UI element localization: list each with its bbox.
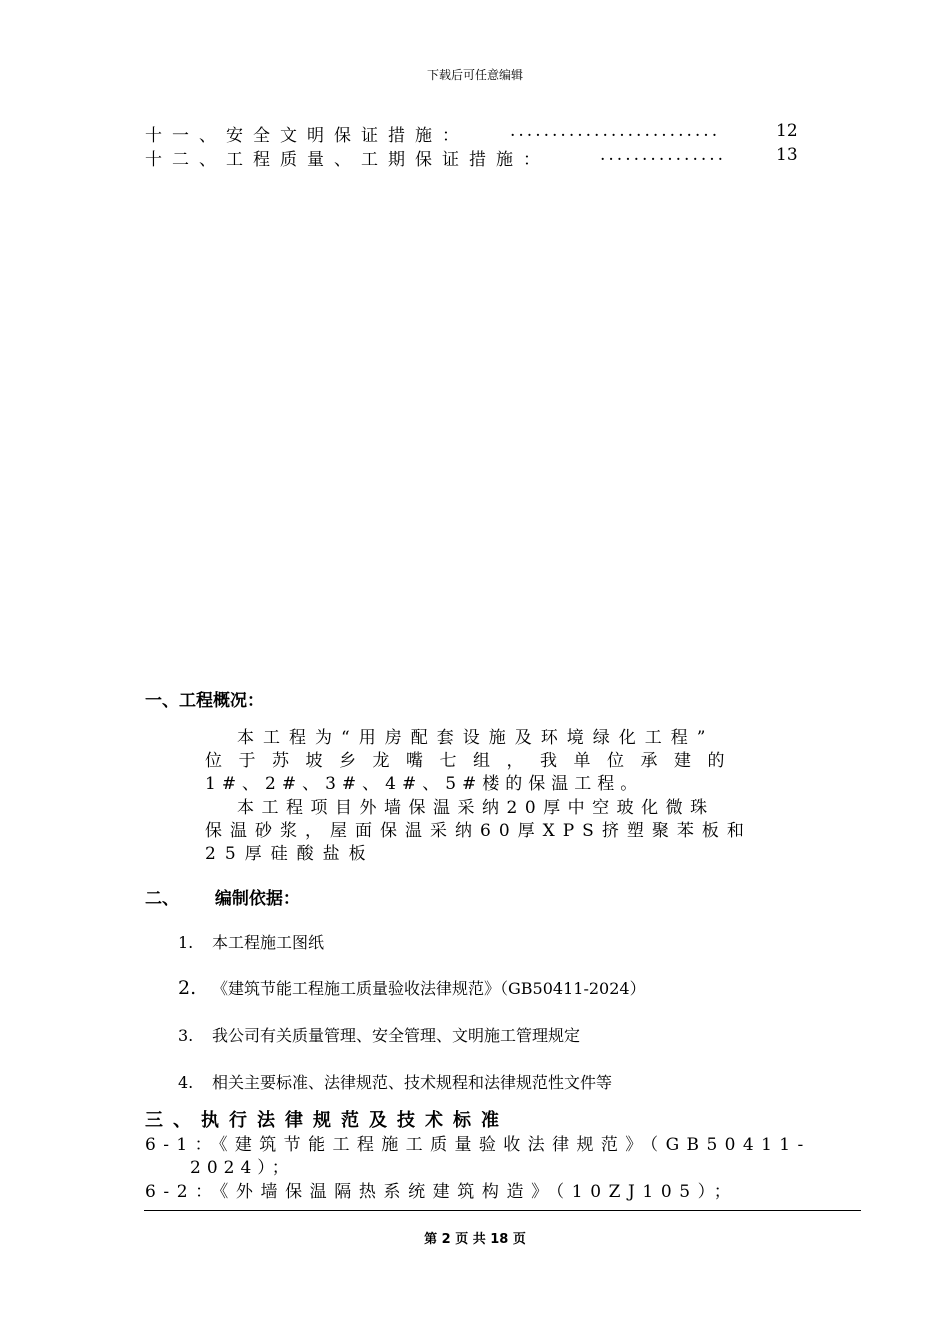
overview-paragraph-1-line-2: 位于苏坡乡龙嘴七组，我单位承建的 [205,751,741,771]
footer-divider [144,1210,861,1211]
list-item-text: 《建筑节能工程施工质量验收法律规范》（GB50411-2024） [212,979,646,998]
toc-entry-label: 十一、安全文明保证措施： [145,126,469,146]
section-title: 编制依据： [214,889,300,909]
toc-entry-12[interactable] [0,145,950,169]
page-footer: 第 2 页 共 18 页 [424,1232,526,1247]
list-item [178,976,646,999]
list-item-number: 2. [178,977,197,999]
toc-leader-dots: ......................... [510,121,721,141]
section-heading-overview: 一、工程概况： [145,691,264,711]
list-item-text: 相关主要标准、法律规范、技术规程和法律规范性文件等 [212,1073,613,1092]
overview-paragraph-2-line-2: 保温砂浆，屋面保温采纳60厚XPS挤塑聚苯板和 [205,821,752,841]
standard-line-6-1: 6-1：《建筑节能工程施工质量验收法律规范》（GB50411- [145,1135,811,1155]
list-item-number: 1. [178,933,194,952]
header-note: 下载后可任意编辑 [426,68,523,82]
list-item [178,930,324,953]
toc-page-number: 13 [776,145,798,165]
toc-entry-label: 十二、工程质量、工期保证措施： [145,150,550,170]
toc-leader-dots: ............... [600,145,727,165]
standard-line-6-2: 6-2：《外墙保温隔热系统建筑构造》（10ZJ105）； [145,1182,739,1202]
section-heading-basis [145,884,300,909]
list-item [178,1070,612,1093]
section-number: 二、 [145,889,179,909]
list-item-text: 本工程施工图纸 [212,933,325,952]
overview-paragraph-2-line-1: 本工程项目外墙保温采纳20厚中空玻化微珠 [237,798,715,818]
toc-page-number: 12 [776,121,798,141]
section-heading-standards: 三、执行法律规范及技术标准 [145,1110,509,1131]
overview-paragraph-1-line-1: 本工程为“用房配套设施及环境绿化工程” [237,728,715,748]
toc-entry-11[interactable] [0,121,950,145]
list-item-number: 3. [178,1026,194,1045]
standard-line-6-1-continued: 2024）； [190,1158,295,1178]
overview-paragraph-1-line-3: 1#、2#、3#、4#、5#楼的保温工程。 [205,774,644,794]
list-item [178,1023,580,1046]
list-item-number: 4. [178,1073,194,1092]
list-item-text: 我公司有关质量管理、安全管理、文明施工管理规定 [212,1026,581,1045]
overview-paragraph-2-line-3: 25厚硅酸盐板 [205,844,375,864]
